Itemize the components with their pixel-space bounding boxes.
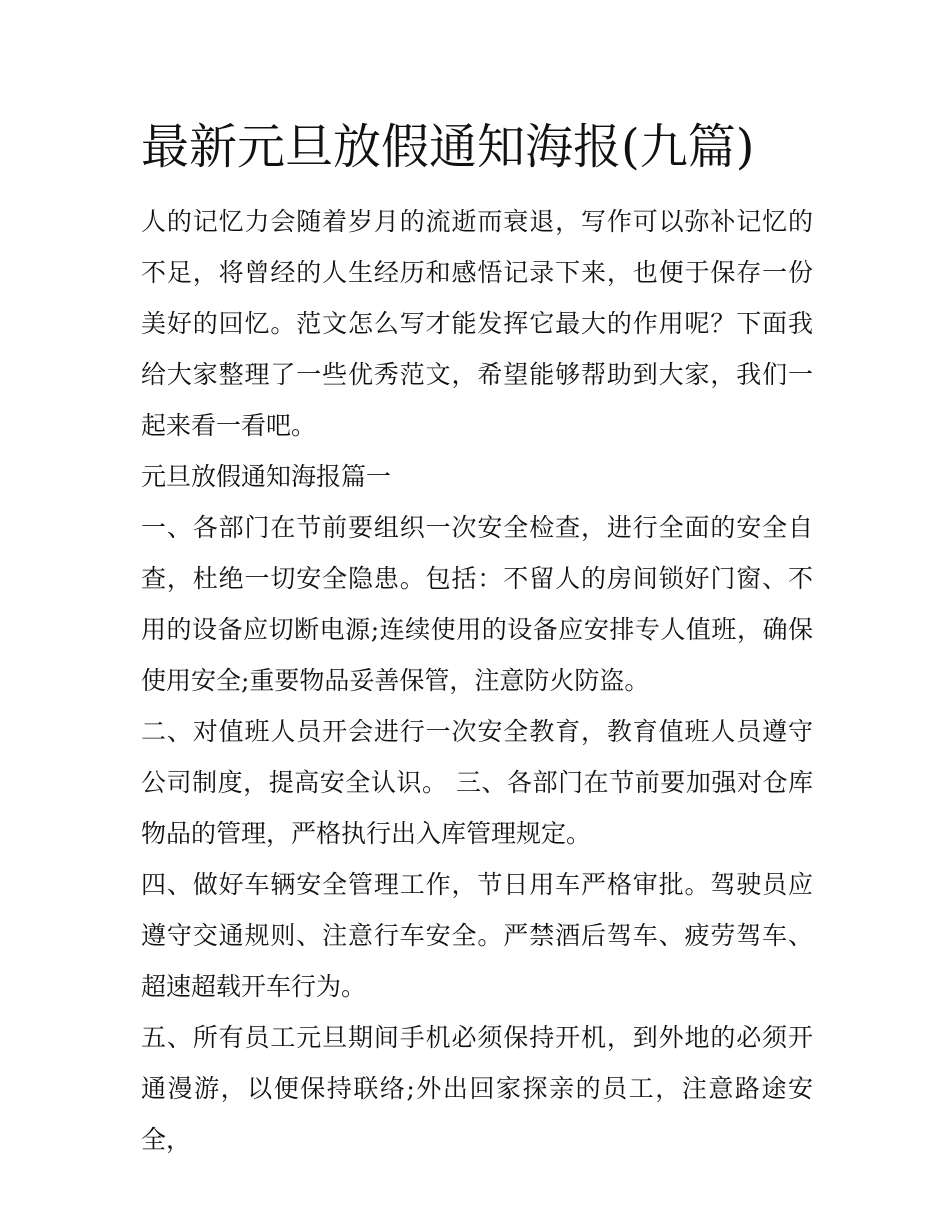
document-title: 最新元旦放假通知海报(九篇) <box>141 119 755 175</box>
section-heading-part-one: 元旦放假通知海报篇一 <box>141 462 392 491</box>
intro-paragraph: 人的记忆力会随着岁月的流逝而衰退，写作可以弥补记忆的不足，将曾经的人生经历和感悟记录下来，也便于保存一份美好的回忆。范文怎么写才能发挥它最大的作用呢？下面我给大家整理了一些优秀范文，希望能够帮助到大家，我们一起来看一看吧。 <box>141 207 813 440</box>
paragraph-item-two-three: 二、对值班人员开会进行一次安全教育，教育值班人员遵守公司制度，提高安全认识。 三、各部门在节前要加强对仓库物品的管理，严格执行出入库管理规定。 <box>141 717 813 848</box>
document-body <box>141 112 813 1165</box>
paragraph-item-four: 四、做好车辆安全管理工作，节日用车严格审批。驾驶员应遵守交通规则、注意行车安全。严禁酒后驾车、疲劳驾车、超速超载开车行为。 <box>141 870 813 1001</box>
paragraph-item-five: 五、所有员工元旦期间手机必须保持开机，到外地的必须开通漫游，以便保持联络;外出回家探亲的员工，注意路途安全， <box>141 1023 813 1154</box>
paragraph-item-one: 一、各部门在节前要组织一次安全检查，进行全面的安全自查，杜绝一切安全隐患。包括：不留人的房间锁好门窗、不用的设备应切断电源;连续使用的设备应安排专人值班，确保使用安全;重要物品妥善保管，注意防火防盗。 <box>141 513 813 695</box>
